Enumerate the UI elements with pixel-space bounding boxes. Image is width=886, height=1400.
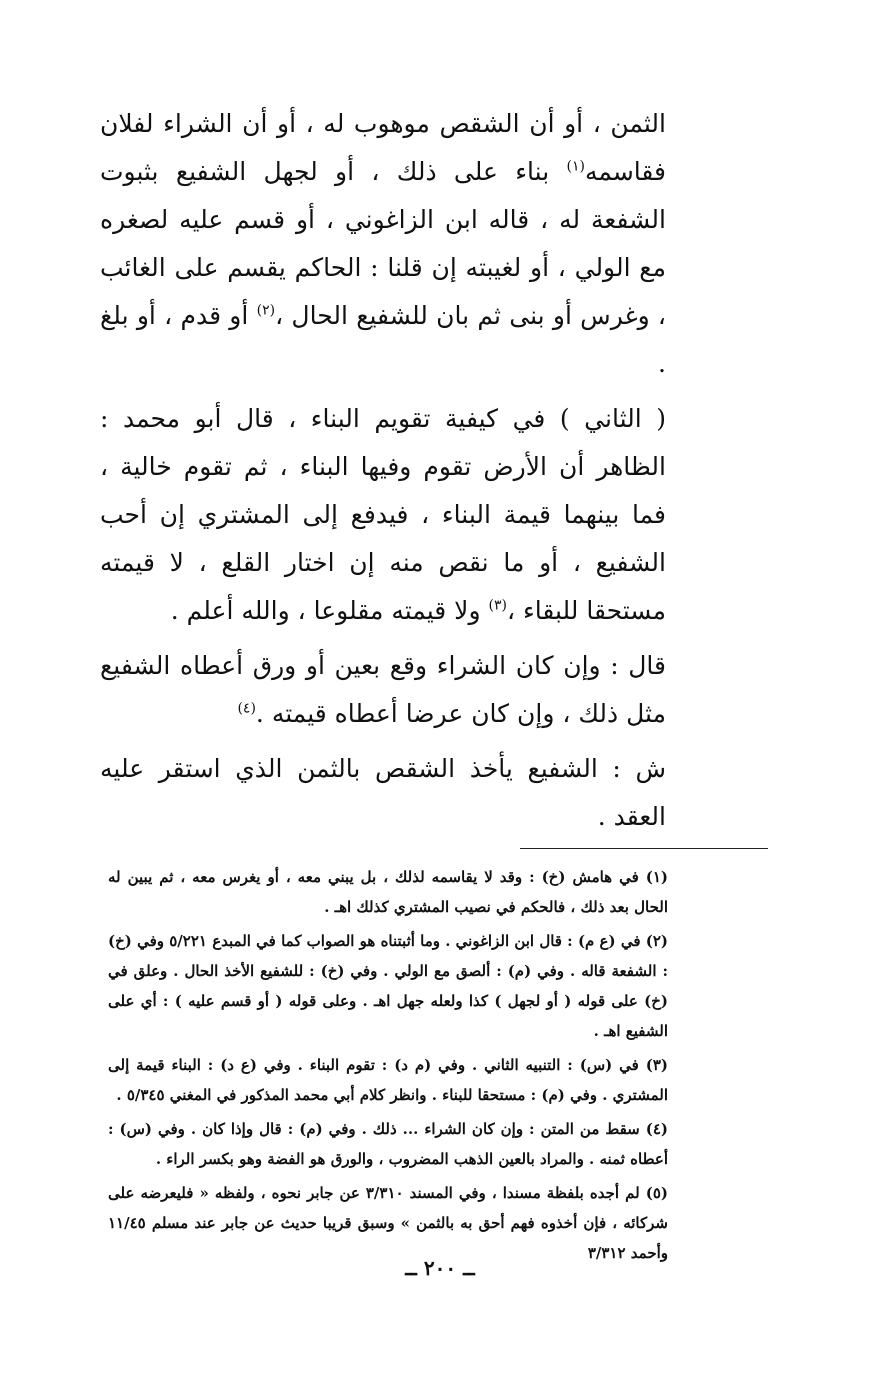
- paragraph-3: قال : وإن كان الشراء وقع بعين أو ورق أعطاه الشفيع مثل ذلك ، وإن كان عرضا أعطاه قيمته .$^{(٤)}$: [100, 651, 666, 728]
- paragraph-2: ( الثاني ) في كيفية تقويم البناء ، قال أبو محمد : الظاهر أن الأرض تقوم وفيها البناء ، ثم تقوم خالية ، فما بينهما قيمة البناء ، فيدفع إلى المشتري إن أحب الشفيع ، أو ما نقص منه إن اختار القلع ، لا قيمته مستحقا للبقاء ،$^{(٣)}$ ولا قيمته مقلوعا ، والله أعلم .: [100, 404, 666, 625]
- footnote-ref-1: (١): [566, 158, 585, 175]
- paragraph-4: ش : الشفيع يأخذ الشقص بالثمن الذي استقر عليه العقد .: [100, 754, 666, 831]
- footnote-4: (٤) سقط من المتن : وإن كان الشراء ... ذلك . وفي (م) : قال وإذا كان . وفي (س) : أعطاه ثمنه . والمراد بالعين الذهب المضروب ، والورق هو الفضة وهو بكسر الراء .: [108, 1120, 668, 1168]
- page-number: ــ ٢٠٠ ــ: [405, 1256, 475, 1280]
- footnote-2: (٢) في (ع م) : قال ابن الزاغوني . وما أثبتناه هو الصواب كما في المبدع ٥/٢٢١ وفي (خ) : الشفعة قاله . وفي (م) : ألصق مع الولي . وفي (خ) : للشفيع الأخذ الحال . وعلق في (خ) على قوله ( أو لجهل ) كذا ولعله جهل اهـ . وعلى قوله ( أو قسم عليه ) : أي على الشفيع اهـ .: [108, 932, 668, 1040]
- footnote-separator: [520, 848, 768, 849]
- footnote-ref-2: (٢): [256, 302, 276, 319]
- footnote-ref-3: (٣): [488, 597, 507, 614]
- paragraph-1: الثمن ، أو أن الشقص موهوب له ، أو أن الشراء لفلان فقاسمه$^{(١)}$ بناء على ذلك ، أو لجهل الشفيع بثبوت الشفعة له ، قاله ابن الزاغوني ، أو قسم عليه لصغره مع الولي ، أو لغيبته إن قلنا : الحاكم يقسم على الغائب ، وغرس أو بنى ثم بان للشفيع الحال ،$^{(٢)}$ أو قدم ، أو بلغ .: [100, 109, 666, 378]
- footnote-3: (٣) في (س) : التنبيه الثاني . وفي (م د) : تقوم البناء . وفي (ع د) : البناء قيمة إلى المشتري . وفي (م) : مستحقا للبناء . وانظر كلام أبي محمد المذكور في المغني ٥/٣٤٥ .: [108, 1056, 668, 1104]
- main-text: [100, 100, 666, 840]
- footnotes: [108, 862, 668, 1268]
- footnote-1: (١) في هامش (خ) : وقد لا يقاسمه لذلك ، بل يبني معه ، أو يغرس معه ، ثم يبين له الحال بعد ذلك ، فالحكم في نصيب المشتري كذلك اهـ .: [108, 868, 668, 916]
- main-text-block: [100, 100, 666, 840]
- footnote-ref-4: (٤): [237, 700, 256, 717]
- footnote-5: (٥) لم أجده بلفظة مسندا ، وفي المسند ٣/٣١٠ عن جابر نحوه ، ولفظه « فليعرضه على شركائه ، فإن أخذوه فهم أحق به بالثمن » وسبق قريبا حديث عن جابر عند مسلم ١١/٤٥ وأحمد ٣/٣١٢: [108, 1184, 668, 1262]
